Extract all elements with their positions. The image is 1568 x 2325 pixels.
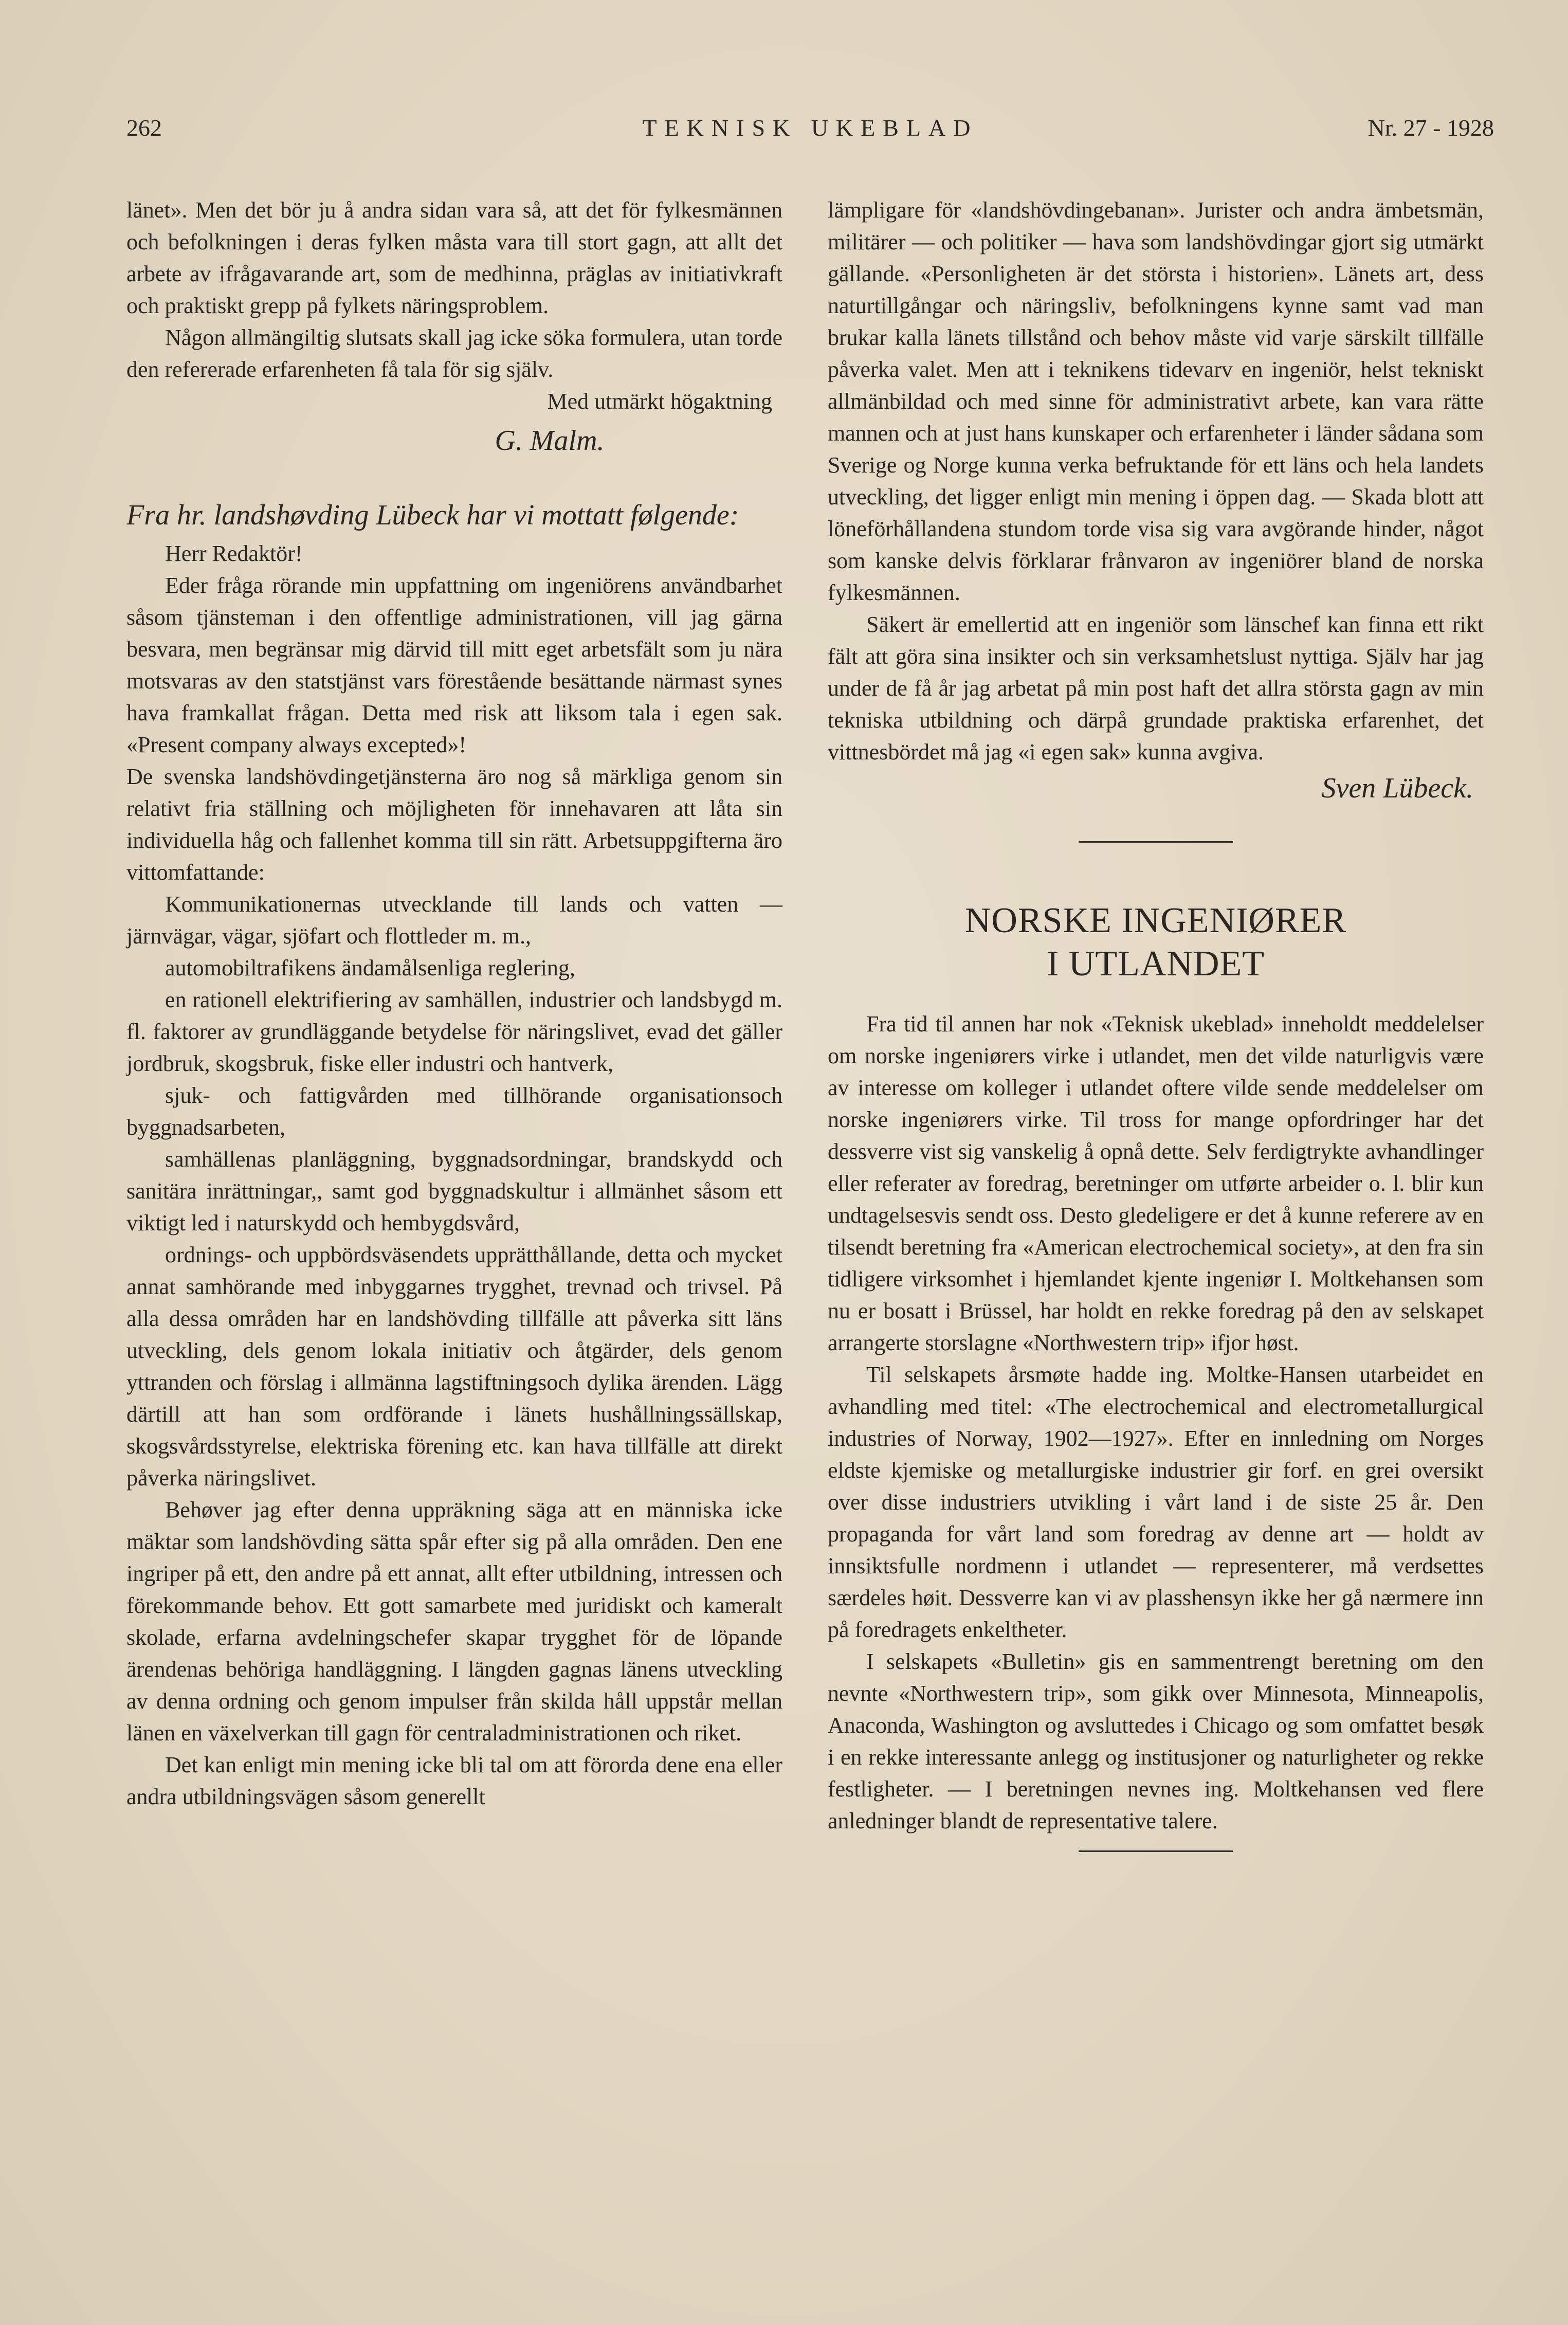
issue-number: Nr. 27 - 1928 — [1368, 115, 1494, 141]
article-title-line: I UTLANDET — [1046, 944, 1265, 984]
paragraph: Det kan enligt min mening icke bli tal om att förorda dene ena eller andra utbildningsvägen såsom generellt — [126, 1752, 782, 1809]
paragraph: Säkert är emellertid att en ingeniör som länschef kan finna ett rikt fält att göra sina insikter och sin verksamhetslust nyttiga. Själv har jag under de få år jag arbetat på min post haft det allra största gagn av min tekniska utbildning och därpå grundade praktiska erfarenhet, det vittnesbördet må jag «i egen sak» kunna avgiva. — [828, 612, 1484, 765]
list-item: ordnings- och uppbördsväsendets upprätthållande, detta och mycket annat samhörande med inbyggarnes trygghet, trevnad och trivsel. På alla dessa områden har en landshövding tillfälle att påverka sitt läns utveckling, dels genom lokala initiativ och åtgärder, dels genom yttranden och förslag i allmänna lagstiftningsoch dylika ärenden. Lägg därtill att han som ordförande i länets hushållningssällskap, skogsvårdsstyrelse, elektriska förening etc. kan hava tillfälle att direkt påverka näringslivet. — [126, 1242, 782, 1491]
paragraph: lämpligare för «landshövdingebanan». Jurister och andra ämbetsmän, militärer — och politiker — hava som landshövdingar gjort sig utmärkt gällande. «Personligheten är det största i historien». Länets art, dess naturtillgångar och näringsliv, befolkningens kynne samt vad man brukar kalla länets tillstånd och behov måste vid varje särskilt tillfälle påverka valet. Men att i teknikens tidevarv en ingeniör, helst tekniskt allmänbildad och med sinne för administrativt arbete, kan vara rätte mannen och at just hans kunskaper och erfarenheter i länder sådana som Sverige og Norge kunna verka befruktande för ett läns och hela landets utveckling, det ligger enligt min mening i öppen dag. — Skada blott att löneförhållandena stundom torde visa sig vara avgörande hinder, något som kanske delvis förklarar frånvaron av ingeniörer bland de norska fylkesmännen. — [828, 197, 1484, 605]
right-column — [828, 194, 1484, 1852]
signature-malm: G. Malm. — [495, 425, 605, 457]
page-number: 262 — [126, 115, 162, 141]
letter-closing: Med utmärkt högaktning — [547, 389, 772, 414]
list-item: automobiltrafikens ändamålsenliga reglering, — [165, 955, 575, 980]
section-divider — [1079, 841, 1233, 843]
article-title — [828, 899, 1484, 986]
list-item: samhällenas planläggning, byggnadsordningar, brandskydd och sanitära inrättningar,, samt god byggnadskultur i allmänhet såsom ett viktigt led i naturskydd och hembygdsvård, — [126, 1147, 782, 1236]
paragraph: Någon allmängiltig slutsats skall jag icke söka formulera, utan torde den refererade erfarenheten få tala för sig själv. — [126, 325, 782, 382]
left-column — [126, 194, 782, 1813]
paragraph: I selskapets «Bulletin» gis en sammentrengt beretning om den nevnte «Northwestern trip», som gikk over Minnesota, Minneapolis, Anaconda, Washington og avsluttedes i Chicago og som omfattet besøk i en rekke interessante anlegg og institusjoner og naturligheter og rekke festligheter. — I beretningen nevnes ing. Moltkehansen ved flere anledninger blandt de representative talere. — [828, 1649, 1484, 1833]
paragraph: Til selskapets årsmøte hadde ing. Moltke-Hansen utarbeidet en avhandling med titel: «The electrochemical and electrometallurgical industries of Norway, 1902—1927». Efter en innledning om Norges eldste kjemiske og metallurgiske industrier gir forf. en grei oversikt over disse industriers utvikling i vårt land i de siste 25 år. Den propaganda for vårt land som foredrag av denne art — holdt av innsiktsfulle nordmenn i utlandet — representerer, må verdsettes særdeles høit. Dessverre kan vi av plasshensyn ikke her gå nærmere inn på foredragets enkeltheter. — [828, 1362, 1484, 1642]
list-item: sjuk- och fattigvården med tillhörande organisationsoch byggnadsarbeten, — [126, 1083, 782, 1140]
article-title-line: NORSKE INGENIØRER — [964, 901, 1347, 940]
journal-title: TEKNISK UKEBLAD — [642, 115, 978, 141]
paragraph: Fra tid til annen har nok «Teknisk ukeblad» inneholdt meddelelser om norske ingeniørers virke i utlandet, men det vilde naturligvis være av interesse om kolleger i utlandet oftere vilde sende meddelelser om norske ingeniørers virke. Til tross for mange opfordringer har det dessverre vist sig vanskelig å opnå dette. Selv ferdigtrykte avhandlinger eller referater av foredrag, beretninger om utførte arbeider o. l. blir kun undtagelsesvis sendt oss. Desto gledeligere er det å kunne referere av en tilsendt beretning fra «American electrochemical society», at den fra sin tidligere virksomhet i hjemlandet kjente ingeniør I. Moltkehansen som nu er bosatt i Brüssel, har holdt en rekke foredrag på den av selskapet arrangerte storslagne «Northwestern trip» ifjor høst. — [828, 1011, 1484, 1355]
page-header — [126, 114, 1494, 150]
paragraph: länet». Men det bör ju å andra sidan vara så, att det för fylkesmännen och befolkningen i deras fylken måsta vara till stort gagn, att allt det arbete av ifrågavarande art, som de medhinna, präglas av initiativkraft och praktiskt grepp på fylkets näringsproblem. — [126, 197, 782, 318]
duties-list — [126, 888, 782, 1494]
salutation: Herr Redaktör! — [165, 541, 303, 566]
paragraph: De svenska landshövdingetjänsterna äro nog så märkliga genom sin relativt fria ställning och möjligheten för innehavaren att låta sin individuella håg och fallenhet komma till sin rätt. Arbetsuppgifterna äro vittomfattande: — [126, 764, 782, 885]
signature-lubeck: Sven Lübeck. — [1321, 772, 1473, 804]
paragraph: Behøver jag efter denna uppräkning säga att en människa icke mäktar som landshövding sätta spår efter sig på alla områden. Den ene ingriper på ett, den andre på ett annat, allt efter utbildning, intressen och förekommande behov. Ett gott samarbete med juridiskt och kameralt skolade, erfarna avdelningschefer skapar trygghet för de löpande ärendenas behöriga handläggning. I längden gagnas länens utveckling av denna ordning och genom impulser från skilda håll uppstår mellan länen en växelverkan till gagn för centraladministrationen och riket. — [126, 1497, 782, 1746]
paragraph: Eder fråga rörande min uppfattning om ingeniörens användbarhet såsom tjänsteman i den offentlige administrationen, vill jag gärna besvara, men begränsar mig därvid till mitt eget arbetsfält som ju nära motsvaras av den statstjänst vars förestående besättande närmast synes hava framkallat frågan. Detta med risk att liksom tala i egen sak. «Present company always excepted»! — [126, 573, 782, 757]
list-item: en rationell elektrifiering av samhällen, industrier och landsbygd m. fl. faktorer av grundläggande betydelse för näringslivet, evad det gäller jordbruk, skogsbruk, fiske eller industri och hantverk, — [126, 987, 782, 1076]
list-item: Kommunikationernas utvecklande till lands och vatten — järnvägar, vägar, sjöfart och flottleder m. m., — [126, 892, 782, 949]
end-divider — [1079, 1850, 1233, 1852]
letter-intro: Fra hr. landshøvding Lübeck har vi mottatt følgende: — [126, 499, 739, 531]
